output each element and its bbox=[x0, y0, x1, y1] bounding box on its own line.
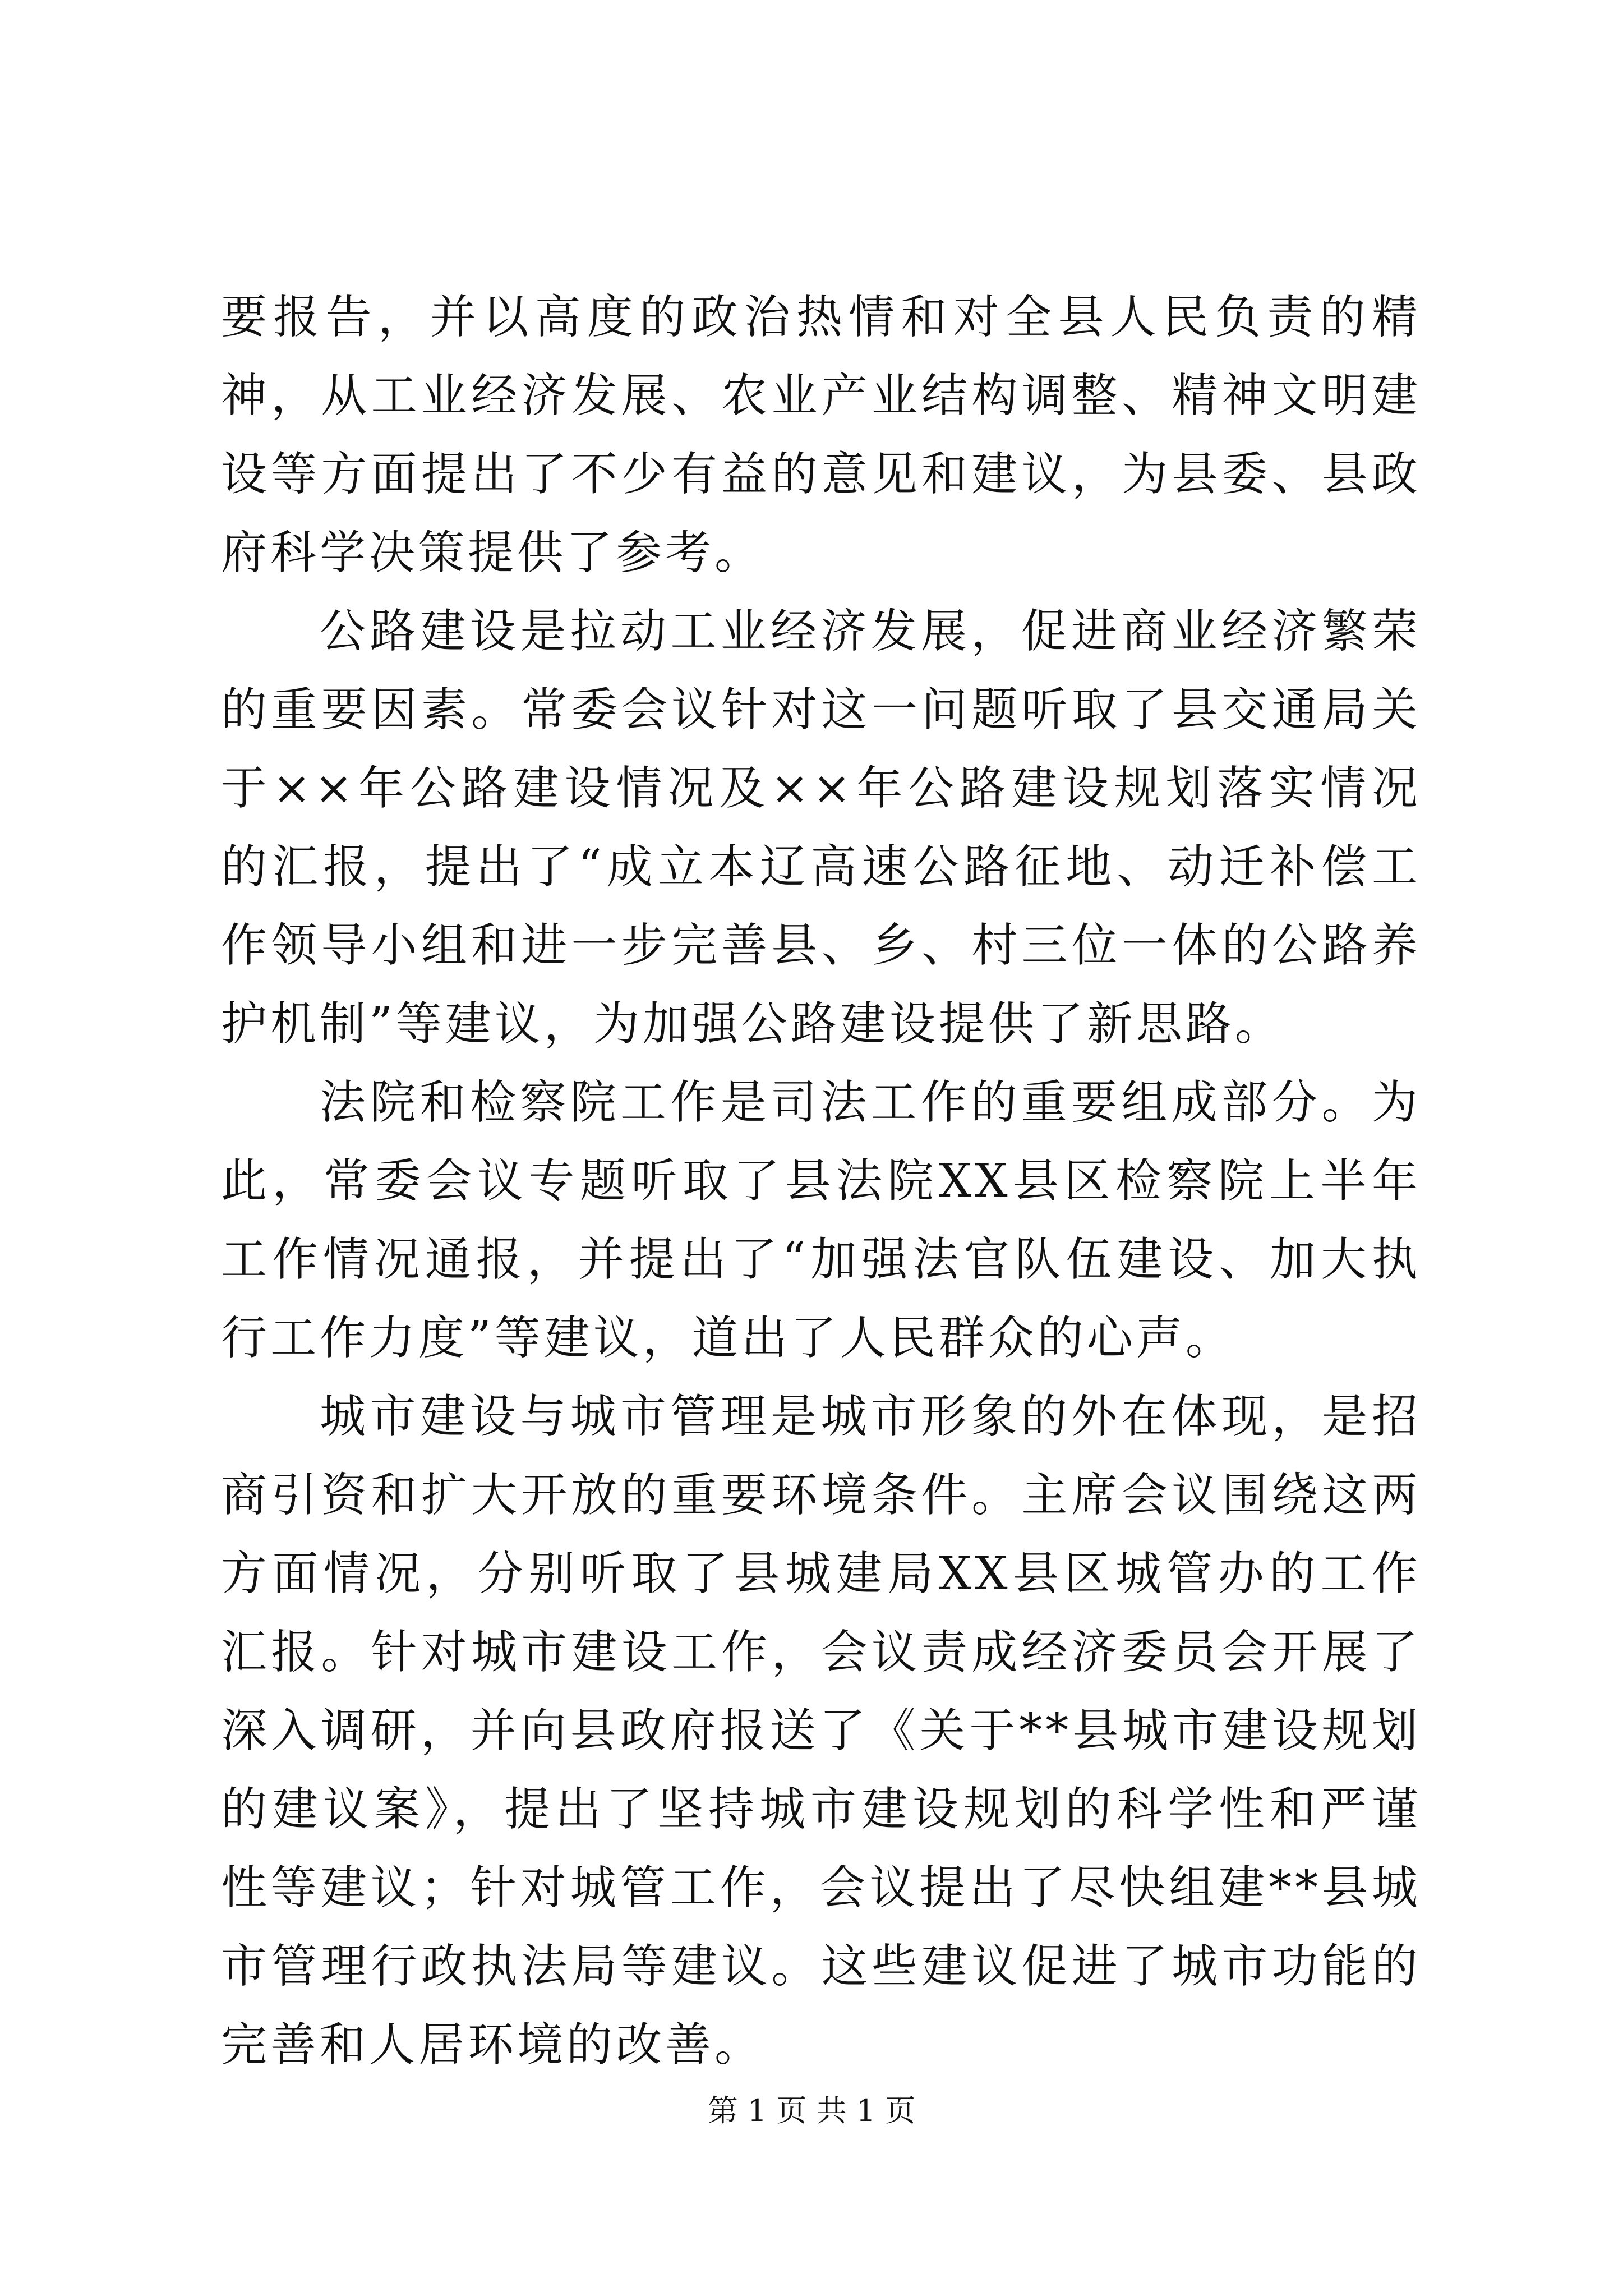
paragraph-2: 公路建设是拉动工业经济发展，促进商业经济繁荣的重要因素。常委会议针对这一问题听取了县交通局关于××年公路建设情况及××年公路建设规划落实情况的汇报，提出了“成立本辽高速公路征地、动迁补偿工作领导小组和进一步完善县、乡、村三位一体的公路养护机制”等建议，为加强公路建设提供了新思路。 bbox=[221, 605, 1421, 1051]
document-body bbox=[221, 278, 1421, 2085]
paragraph-3: 法院和检察院工作是司法工作的重要组成部分。为此，常委会议专题听取了县法院XX县区检察院上半年工作情况通报，并提出了“加强法官队伍建设、加大执行工作力度”等建议，道出了人民群众的心声。 bbox=[221, 1076, 1421, 1365]
paragraph-1: 要报告，并以高度的政治热情和对全县人民负责的精神，从工业经济发展、农业产业结构调整、精神文明建设等方面提出了不少有益的意见和建议，为县委、县政府科学决策提供了参考。 bbox=[221, 291, 1421, 579]
paragraph-4: 城市建设与城市管理是城市形象的外在体现，是招商引资和扩大开放的重要环境条件。主席会议围绕这两方面情况，分别听取了县城建局XX县区城管办的工作汇报。针对城市建设工作，会议责成经济委员会开展了深入调研，并向县政府报送了《关于**县城市建设规划的建议案》，提出了坚持城市建设规划的科学性和严谨性等建议；针对城管工作，会议提出了尽快组建**县城市管理行政执法局等建议。这些建议促进了城市功能的完善和人居环境的改善。 bbox=[221, 1390, 1421, 2072]
page-footer: 第 1 页 共 1 页 bbox=[707, 2093, 916, 2128]
